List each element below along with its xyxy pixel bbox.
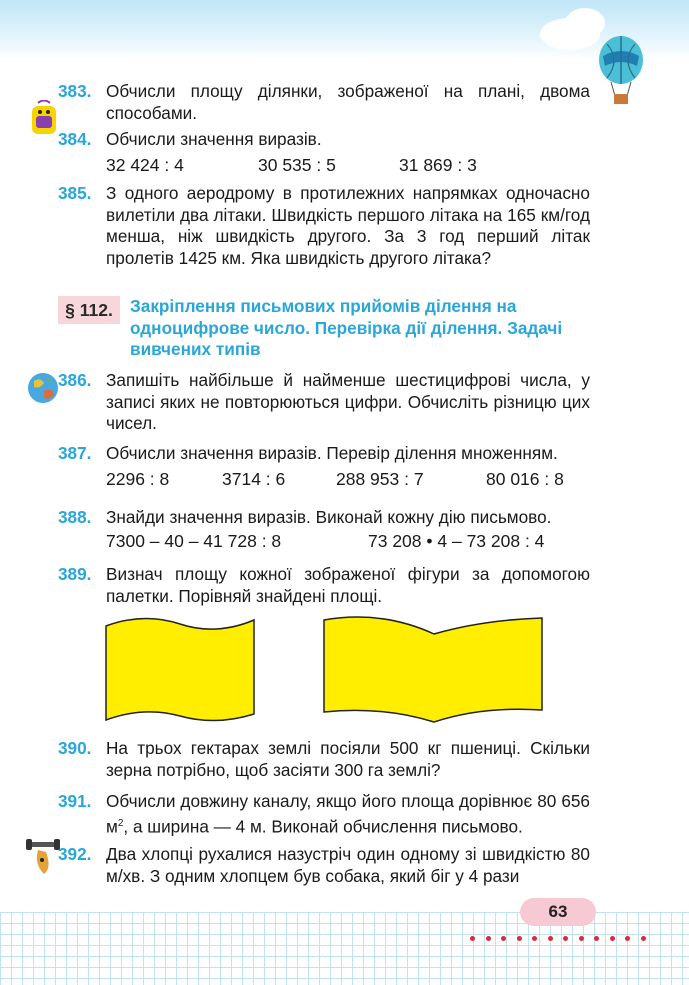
- task-389: [58, 564, 590, 607]
- task-number: 392.: [58, 844, 92, 864]
- decorative-dots: [470, 928, 670, 936]
- task-text: На трьох гектарах землі посіяли 500 кг пшениці. Скільки зерна потрібно, щоб засіяти 300 га землі?: [106, 738, 590, 780]
- task-388: [58, 507, 590, 529]
- task-text: Знайди значення виразів. Виконай кожну дію письмово.: [106, 507, 552, 527]
- expression: 31 869 : 3: [399, 155, 477, 175]
- task-number: 391.: [58, 791, 92, 811]
- task-387: [58, 443, 590, 465]
- task-385: [58, 183, 590, 269]
- cloud: [565, 8, 605, 38]
- task-text: Обчисли площу ділянки, зображеної на плані, двома способами.: [106, 81, 590, 123]
- task-number: 388.: [58, 507, 92, 527]
- task-392: [58, 844, 590, 887]
- globe-icon: [26, 371, 60, 405]
- task-390: [58, 738, 590, 781]
- task-number: 383.: [58, 81, 92, 101]
- expression: 7300 – 40 – 41 728 : 8: [106, 531, 282, 551]
- section-title: Закріплення письмових прийомів ділення на одноцифрове число. Перевірка дії ділення. Задачі вивчених типів: [130, 296, 563, 359]
- dumbbell-icon: [26, 838, 60, 878]
- task-text: Два хлопці рухалися назустріч один одному зі швидкістю 80 м/хв. З одним хлопцем був собака, який біг у 4 рази: [106, 844, 590, 886]
- task-text: Обчисли значення виразів.: [106, 129, 322, 149]
- task-text-part: Обчисли довжину каналу, якщо його площа дорівнює 80 656 м: [106, 791, 590, 837]
- task-text: Визнач площу кожної зображеної фігури за допомогою палетки. Порівняй знайдені площі.: [106, 564, 590, 606]
- task-number: 390.: [58, 738, 92, 758]
- task-text: [106, 791, 590, 838]
- task-text-part: , а ширина — 4 м. Виконай обчислення письмово.: [123, 816, 523, 837]
- expression: 73 208 • 4 – 73 208 : 4: [368, 531, 545, 551]
- expression: 32 424 : 4: [106, 155, 184, 175]
- expression: 288 953 : 7: [336, 469, 424, 489]
- task-text: Запишіть найбільше й найменше шестицифрові числа, у записі яких не повторюються цифри. Обчисліть різницю цих чисел.: [106, 370, 590, 433]
- task-number: 386.: [58, 370, 92, 390]
- expression: 2296 : 8: [106, 469, 170, 489]
- balloon-icon: [593, 36, 649, 108]
- backpack-icon: [26, 100, 62, 136]
- expression: 80 016 : 8: [486, 469, 564, 489]
- task-386: [58, 370, 590, 435]
- task-391: [58, 791, 590, 838]
- expression: 30 535 : 5: [258, 155, 336, 175]
- expression: 3714 : 6: [222, 469, 286, 489]
- task-text: З одного аеродрому в протилежних напрямках одночасно вилетіли два літаки. Швидкість першого літака на 165 км/год менша, ніж швидкість другого. За 3 год перший літак пролетів 1425 км. Яка швидкість другого літака?: [106, 183, 590, 268]
- task-383: [58, 81, 590, 124]
- page-number: 63: [520, 898, 596, 926]
- task-text: Обчисли значення виразів. Перевір ділення множенням.: [106, 443, 558, 463]
- section-number: § 112.: [58, 296, 120, 324]
- task-number: 384.: [58, 129, 92, 149]
- task-384: [58, 129, 590, 151]
- figure-wavy-left: [104, 616, 256, 722]
- superscript: 2: [117, 817, 124, 829]
- task-number: 385.: [58, 183, 92, 203]
- task-number: 389.: [58, 564, 92, 584]
- figure-wavy-right: [322, 614, 544, 726]
- task-number: 387.: [58, 443, 92, 463]
